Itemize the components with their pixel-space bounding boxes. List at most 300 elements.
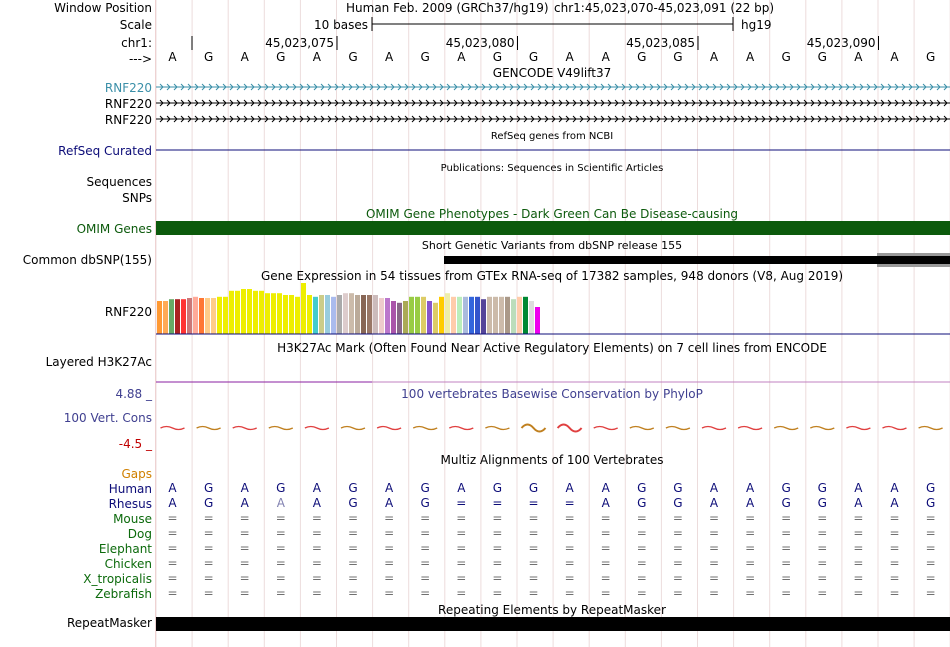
phylop-logo[interactable]	[161, 425, 943, 432]
species-base: =	[275, 526, 286, 540]
human-base: G	[528, 481, 539, 495]
species-base: =	[564, 511, 575, 525]
species-base: =	[853, 511, 864, 525]
species-base: =	[420, 586, 431, 600]
species-base: =	[167, 586, 178, 600]
species-base: =	[492, 541, 503, 555]
species-base: =	[239, 511, 250, 525]
species-base: =	[456, 526, 467, 540]
species-base: =	[564, 586, 575, 600]
label-species-mouse: Mouse	[113, 512, 152, 526]
human-base: G	[925, 481, 936, 495]
species-base: =	[420, 511, 431, 525]
species-base: =	[853, 526, 864, 540]
species-base: =	[925, 571, 936, 585]
gtex-tissue-bar	[397, 303, 402, 334]
rhesus-base: A	[709, 496, 719, 510]
phylop-glyph	[269, 427, 293, 430]
species-base: =	[781, 586, 792, 600]
species-base: =	[564, 556, 575, 570]
species-base: =	[925, 526, 936, 540]
gtex-tissue-bar	[433, 303, 438, 334]
rhesus-base: G	[637, 496, 647, 510]
human-base: G	[420, 481, 430, 495]
phylop-glyph	[377, 427, 401, 430]
species-base: =	[456, 511, 467, 525]
gtex-tissue-bar	[325, 295, 330, 334]
ruler-tick-label: 45,023,080	[445, 36, 515, 50]
species-base: =	[564, 571, 575, 585]
species-base: =	[817, 586, 828, 600]
gtex-tissue-bar	[475, 297, 480, 334]
label-species-zebrafish: Zebrafish	[95, 587, 152, 601]
phylop-glyph	[558, 425, 582, 432]
species-base: =	[167, 556, 178, 570]
rhesus-base: G	[203, 496, 214, 510]
gtex-tissue-bar	[511, 299, 516, 334]
gtex-tissue-bar	[355, 295, 360, 334]
rhesus-base: G	[781, 496, 791, 510]
gtex-tissue-bar	[283, 295, 288, 334]
label-common-dbsnp[interactable]: Common dbSNP(155)	[22, 253, 152, 267]
gtex-tissue-bar	[385, 298, 390, 334]
phylop-glyph	[485, 427, 509, 430]
phylop-glyph	[305, 427, 329, 430]
species-base: =	[167, 511, 178, 525]
multiz-title: Multiz Alignments of 100 Vertebrates	[440, 453, 664, 467]
species-base: =	[528, 571, 539, 585]
species-base: =	[492, 586, 503, 600]
species-base: =	[492, 526, 503, 540]
species-base: =	[311, 556, 322, 570]
label-species-human: Human	[108, 482, 152, 496]
species-base: =	[203, 526, 214, 540]
species-base: =	[311, 586, 322, 600]
species-base: =	[528, 541, 539, 555]
label-species-dog: Dog	[127, 527, 152, 541]
gtex-tissue-bar	[481, 299, 486, 334]
species-base: =	[203, 511, 214, 525]
rhesus-base: G	[420, 496, 430, 510]
base-letter: A	[854, 50, 863, 64]
ruler-ticks	[192, 36, 879, 50]
species-base: =	[203, 541, 214, 555]
species-base: =	[528, 511, 539, 525]
phylop-title: 100 vertebrates Basewise Conservation by PhyloP	[401, 387, 703, 401]
rhesus-base: =	[492, 496, 503, 510]
human-base: A	[745, 481, 755, 495]
species-base: =	[564, 541, 575, 555]
base-letter: G	[925, 50, 936, 64]
ruler-tick-label: 45,023,075	[265, 36, 334, 50]
species-base: =	[853, 541, 864, 555]
rhesus-base: A	[276, 496, 285, 510]
species-base: =	[636, 586, 647, 600]
species-base: =	[672, 556, 683, 570]
species-base: =	[564, 526, 575, 540]
species-base: =	[925, 541, 936, 555]
gtex-tissue-bar	[259, 291, 264, 334]
base-letter: G	[673, 50, 683, 64]
rhesus-base: =	[528, 496, 539, 510]
species-base: =	[672, 541, 683, 555]
human-base: G	[781, 481, 791, 495]
gtex-tissue-bar	[529, 301, 534, 334]
phylop-glyph	[883, 427, 907, 430]
species-base: =	[889, 571, 900, 585]
species-base: =	[889, 541, 900, 555]
human-base: A	[240, 481, 249, 495]
species-base: =	[239, 556, 250, 570]
gtex-tissue-bar	[337, 295, 342, 334]
species-base: =	[708, 586, 720, 600]
gtex-tissue-bar	[307, 295, 312, 334]
gtex-tissue-bar	[493, 297, 498, 334]
species-base: =	[456, 541, 467, 555]
gtex-tissue-bar	[211, 298, 216, 334]
gtex-tissue-bar	[277, 293, 282, 334]
species-base: =	[384, 586, 395, 600]
label-species-xtropicalis: X_tropicalis	[83, 572, 152, 586]
species-base: =	[889, 511, 900, 525]
species-base: =	[420, 556, 431, 570]
gtex-tissue-bar	[517, 297, 522, 334]
human-base: A	[601, 481, 610, 495]
label-gencode-rnf220-1[interactable]: RNF220	[104, 81, 152, 95]
species-base: =	[311, 526, 322, 540]
species-base: =	[853, 556, 864, 570]
human-base: A	[384, 481, 394, 495]
pubs-title: Publications: Sequences in Scientific Articles	[440, 163, 664, 174]
species-base: =	[708, 526, 720, 540]
species-base: =	[420, 571, 431, 585]
gtex-tissue-bar	[391, 301, 396, 334]
species-base: =	[636, 511, 647, 525]
species-base: =	[347, 571, 359, 585]
species-base: =	[456, 571, 467, 585]
phylop-glyph	[197, 427, 221, 430]
gtex-tissue-bar	[367, 295, 372, 334]
gtex-tissue-bar	[181, 299, 186, 334]
gtex-tissue-bar	[523, 297, 528, 334]
gtex-tissue-bar	[451, 297, 456, 334]
gtex-tissue-bar	[235, 291, 240, 334]
gtex-tissue-bar	[253, 291, 258, 334]
rhesus-base: A	[745, 496, 755, 510]
species-base: =	[347, 511, 359, 525]
gtex-tissue-bar	[301, 283, 306, 334]
species-base: =	[600, 571, 611, 585]
label-gencode-rnf220-2[interactable]: RNF220	[104, 97, 152, 111]
gtex-tissue-bar	[229, 291, 234, 334]
label-layered-h3k27ac[interactable]: Layered H3K27Ac	[45, 355, 152, 369]
label-gtex-rnf220[interactable]: RNF220	[104, 305, 152, 319]
human-base: A	[890, 481, 899, 495]
species-base: =	[745, 586, 756, 600]
gtex-tissue-bar	[241, 289, 246, 334]
base-letter: A	[240, 50, 249, 64]
human-base: A	[565, 481, 574, 495]
base-letter: G	[420, 50, 430, 64]
base-letter: A	[168, 50, 177, 64]
gtex-tissue-bar	[361, 295, 366, 334]
rhesus-base: A	[890, 496, 899, 510]
species-base: =	[853, 586, 864, 600]
multiz-alignment[interactable]	[167, 481, 935, 600]
species-base: =	[203, 571, 214, 585]
species-base: =	[311, 511, 322, 525]
species-base: =	[600, 556, 611, 570]
species-base: =	[817, 571, 828, 585]
human-base: G	[637, 481, 647, 495]
phylop-glyph	[413, 427, 437, 430]
phylop-glyph	[161, 427, 185, 430]
base-letter: G	[528, 50, 539, 64]
human-base: A	[168, 481, 177, 495]
human-base: G	[276, 481, 286, 495]
species-base: =	[239, 526, 250, 540]
species-base: =	[636, 556, 647, 570]
gtex-tissue-bar	[289, 295, 294, 334]
species-base: =	[347, 586, 359, 600]
gtex-tissue-bar	[463, 297, 468, 334]
label-sequences[interactable]: Sequences	[86, 175, 152, 189]
species-base: =	[384, 571, 395, 585]
phylop-glyph	[449, 427, 473, 430]
phylop-glyph	[630, 427, 654, 430]
gtex-tissue-bar	[295, 297, 300, 334]
species-base: =	[889, 526, 900, 540]
gtex-tissue-bar	[379, 298, 384, 334]
scale-text: 10 bases	[314, 18, 368, 32]
gtex-tissue-bar	[313, 297, 318, 334]
species-base: =	[311, 541, 322, 555]
dbsnp-feature-grey-core[interactable]	[877, 256, 950, 264]
species-base: =	[708, 511, 720, 525]
phylop-glyph	[774, 427, 798, 430]
species-base: =	[456, 556, 467, 570]
species-base: =	[745, 526, 756, 540]
phylop-glyph	[919, 427, 943, 430]
species-base: =	[817, 526, 828, 540]
label-repeatmasker[interactable]: RepeatMasker	[66, 616, 152, 630]
species-base: =	[600, 541, 611, 555]
refseq-title: RefSeq genes from NCBI	[490, 131, 614, 142]
species-base: =	[347, 556, 359, 570]
species-base: =	[600, 526, 611, 540]
base-letter: A	[565, 50, 574, 64]
gtex-tissue-bar	[445, 293, 450, 334]
gtex-tissue-bar	[373, 295, 378, 334]
dbsnp-feature-black[interactable]	[444, 256, 950, 264]
species-base: =	[636, 526, 647, 540]
species-base: =	[781, 541, 792, 555]
gtex-tissue-bar	[349, 293, 354, 334]
species-base: =	[745, 511, 756, 525]
species-base: =	[925, 556, 936, 570]
ruler-tick-label: 45,023,085	[626, 36, 695, 50]
base-letter: G	[348, 50, 358, 64]
phylop-glyph	[846, 427, 870, 430]
species-base: =	[817, 541, 828, 555]
base-letter: A	[601, 50, 610, 64]
gtex-tissue-bar	[193, 297, 198, 334]
species-base: =	[636, 541, 647, 555]
species-base: =	[167, 571, 178, 585]
species-base: =	[384, 526, 395, 540]
label-gencode-rnf220-3[interactable]: RNF220	[104, 113, 152, 127]
base-letter: A	[709, 50, 719, 64]
human-base: A	[457, 481, 466, 495]
label-phylop-max: 4.88 _	[115, 387, 152, 401]
gtex-tissue-bar	[271, 293, 276, 334]
gtex-tissue-bar	[265, 293, 270, 334]
label-chr: chr1:	[121, 36, 152, 50]
human-base: G	[673, 481, 683, 495]
phylop-glyph	[810, 427, 834, 430]
gtex-tissue-bar	[427, 301, 432, 334]
species-base: =	[275, 586, 286, 600]
base-letter: G	[276, 50, 286, 64]
label-species-chicken: Chicken	[104, 557, 152, 571]
species-base: =	[347, 541, 359, 555]
base-letter: G	[637, 50, 647, 64]
label-scale: Scale	[119, 18, 152, 32]
species-base: =	[781, 511, 792, 525]
label-phylop-min: -4.5 _	[118, 437, 152, 451]
label-species-rhesus: Rhesus	[108, 497, 152, 511]
gtex-tissue-bar	[217, 297, 222, 334]
species-base: =	[528, 586, 539, 600]
phylop-glyph	[738, 427, 762, 430]
dbsnp-title: Short Genetic Variants from dbSNP release 155	[421, 239, 683, 252]
species-base: =	[528, 556, 539, 570]
species-base: =	[492, 511, 503, 525]
rhesus-base: A	[854, 496, 863, 510]
species-base: =	[311, 571, 322, 585]
base-letter: A	[745, 50, 755, 64]
rhesus-base: A	[312, 496, 322, 510]
species-base: =	[203, 556, 214, 570]
gtex-tissue-bar	[469, 297, 474, 334]
base-sequence	[168, 50, 935, 64]
base-letter: G	[781, 50, 791, 64]
gtex-tissue-bar	[421, 297, 426, 334]
rhesus-base: G	[673, 496, 683, 510]
species-base: =	[420, 526, 431, 540]
phylop-glyph	[666, 427, 690, 430]
species-base: =	[167, 541, 178, 555]
species-base: =	[600, 511, 611, 525]
human-base: A	[854, 481, 863, 495]
gtex-tissue-bar	[169, 299, 174, 334]
species-base: =	[239, 571, 250, 585]
gtex-tissue-bar	[331, 297, 336, 334]
species-base: =	[925, 511, 936, 525]
species-base: =	[745, 556, 756, 570]
base-letter: A	[457, 50, 466, 64]
species-base: =	[672, 511, 683, 525]
phylop-glyph	[594, 427, 618, 430]
species-base: =	[636, 571, 647, 585]
base-letter: A	[890, 50, 899, 64]
species-base: =	[275, 556, 286, 570]
gtex-tissue-bar	[199, 298, 204, 334]
gtex-bars[interactable]	[157, 283, 540, 334]
species-base: =	[781, 556, 792, 570]
rmsk-feature[interactable]	[156, 617, 950, 631]
species-base: =	[492, 556, 503, 570]
phylop-glyph	[702, 427, 726, 430]
species-base: =	[456, 586, 467, 600]
label-window-position: Window Position	[54, 1, 152, 15]
rhesus-base: A	[168, 496, 177, 510]
gtex-tissue-bar	[343, 293, 348, 334]
species-base: =	[347, 526, 359, 540]
base-letter: G	[203, 50, 214, 64]
gencode-features[interactable]	[156, 84, 950, 122]
species-base: =	[925, 586, 936, 600]
label-100-vert-cons[interactable]: 100 Vert. Cons	[63, 411, 152, 425]
human-base: G	[492, 481, 503, 495]
human-base: A	[709, 481, 719, 495]
rhesus-base: A	[240, 496, 249, 510]
rmsk-title: Repeating Elements by RepeatMasker	[438, 603, 666, 617]
species-base: =	[781, 526, 792, 540]
gtex-tissue-bar	[163, 301, 168, 334]
species-base: =	[167, 526, 178, 540]
omim-feature[interactable]	[156, 221, 950, 235]
rhesus-base: G	[348, 496, 358, 510]
rhesus-base: =	[456, 496, 467, 510]
human-base: G	[817, 481, 827, 495]
label-snps[interactable]: SNPs	[122, 191, 152, 205]
gtex-tissue-bar	[415, 297, 420, 334]
species-base: =	[745, 541, 756, 555]
label-omim-genes[interactable]: OMIM Genes	[76, 222, 152, 236]
position-title: chr1:45,023,070-45,023,091 (22 bp)	[554, 1, 775, 15]
gtex-tissue-bar	[205, 298, 210, 334]
gtex-tissue-bar	[457, 297, 462, 334]
human-base: A	[312, 481, 322, 495]
species-base: =	[817, 556, 828, 570]
label-refseq-curated[interactable]: RefSeq Curated	[58, 144, 152, 158]
rhesus-base: =	[564, 496, 575, 510]
species-base: =	[384, 541, 395, 555]
db-label: hg19	[741, 18, 772, 32]
gtex-tissue-bar	[175, 299, 180, 334]
species-base: =	[203, 586, 214, 600]
gtex-tissue-bar	[487, 297, 492, 334]
gtex-tissue-bar	[247, 289, 252, 334]
h3k27-title: H3K27Ac Mark (Often Found Near Active Regulatory Elements) on 7 cell lines from ENCODE	[277, 341, 827, 355]
base-letter: A	[312, 50, 322, 64]
species-base: =	[672, 526, 683, 540]
gtex-tissue-bar	[505, 297, 510, 334]
species-base: =	[384, 556, 395, 570]
base-letter: G	[817, 50, 827, 64]
label-strand: --->	[128, 52, 152, 66]
phylop-glyph	[522, 425, 546, 432]
species-base: =	[420, 541, 431, 555]
species-base: =	[889, 556, 900, 570]
species-base: =	[492, 571, 503, 585]
omim-title: OMIM Gene Phenotypes - Dark Green Can Be Disease-causing	[365, 207, 739, 221]
gtex-tissue-bar	[403, 301, 408, 334]
gtex-title: Gene Expression in 54 tissues from GTEx RNA-seq of 17382 samples, 948 donors (V8, Aug 2019)	[260, 269, 844, 283]
species-base: =	[239, 586, 250, 600]
base-letter: A	[384, 50, 394, 64]
